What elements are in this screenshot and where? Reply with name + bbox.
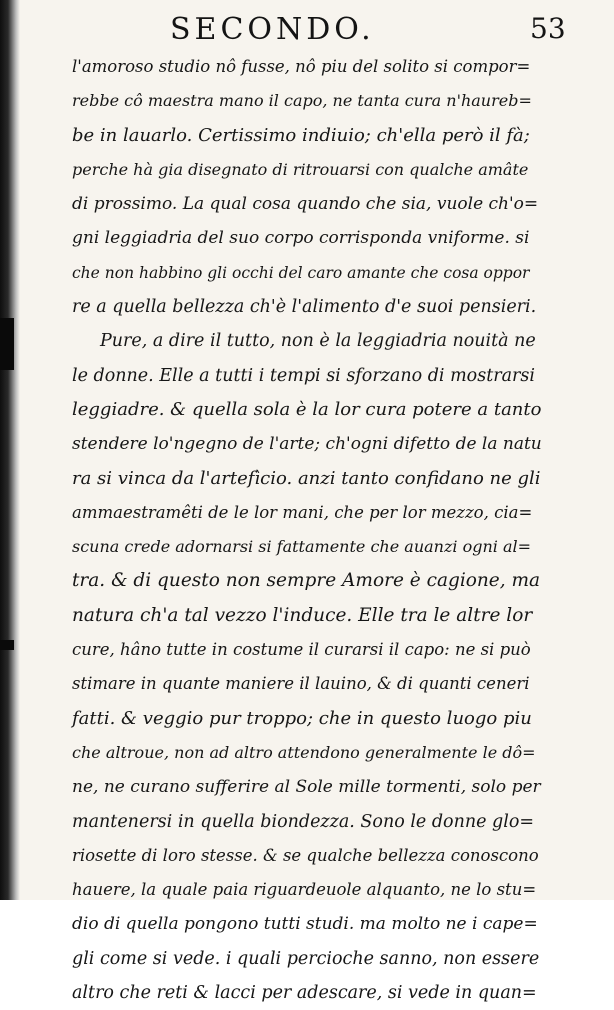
gutter-mark	[0, 640, 14, 650]
page-header	[0, 10, 614, 50]
text-line: ne, ne curano sufferire al Sole mille tormenti, solo per	[72, 777, 541, 798]
text-line: ra si vinca da l'artefìcio. anzi tanto confidano ne gli	[72, 467, 541, 489]
text-line: riosette di loro stesse. & se qualche bellezza conoscono	[72, 845, 539, 865]
text-line: natura ch'a tal vezzo l'induce. Elle tra le altre lor	[72, 604, 533, 626]
page-number: 53	[530, 12, 566, 45]
text-line: stimare in quante maniere il lauino, & di quanti ceneri	[72, 674, 530, 694]
body-text	[72, 50, 542, 1010]
text-line: leggiadre. & quella sola è la lor cura potere a tanto	[72, 398, 542, 420]
text-line: tra. & di questo non sempre Amore è cagione, ma	[72, 570, 541, 592]
text-line: gli come si vede. i quali percioche sanno, non essere	[72, 948, 540, 969]
text-line: scuna crede adornarsi si fattamente che auanzi ogni al=	[72, 537, 532, 557]
text-line: re a quella bellezza ch'è l'alimento d'e suoi pensieri.	[72, 297, 537, 318]
text-line: hauere, la quale paia riguardeuole alquanto, ne lo stu=	[72, 880, 537, 900]
text-line: che altroue, non ad altro attendono generalmente le dô=	[72, 742, 536, 762]
text-line: be in lauarlo. Certissimo indiuio; ch'ella però il fà;	[72, 124, 530, 146]
text-line: perche hà gia disegnato di ritrouarsi con qualche amâte	[72, 159, 529, 179]
running-head: SECONDO.	[170, 12, 375, 47]
text-line: ammaestramêti de le lor mani, che per lor mezzo, cia=	[72, 502, 533, 522]
text-line: l'amoroso studio nô fusse, nô piu del solito si compor=	[72, 57, 531, 76]
text-line: mantenersi in quella biondezza. Sono le donne glo=	[72, 811, 535, 832]
text-line: rebbe cô maestra mano il capo, ne tanta cura n'haureb=	[72, 91, 532, 111]
text-line: gni leggiadria del suo corpo corrisponda vniforme. si	[72, 228, 530, 249]
text-line: stendere lo'ngegno de l'arte; ch'ogni difetto de la natu	[72, 434, 542, 455]
text-line: che non habbino gli occhi del caro amante che cosa oppor	[72, 263, 530, 282]
text-line: altro che reti & lacci per adescare, si vede in quan=	[72, 983, 537, 1004]
text-line: dio di quella pongono tutti studi. ma molto ne i cape=	[72, 914, 538, 935]
text-line: cure, hâno tutte in costume il curarsi il capo: ne si può	[72, 640, 531, 660]
text-line: di prossimo. La qual cosa quando che sia, vuole ch'o=	[72, 194, 539, 215]
gutter-mark	[0, 318, 14, 370]
text-line: fatti. & veggio pur troppo; che in questo luogo piu	[72, 707, 532, 729]
paragraph-first-line: Pure, a dire il tutto, non è la leggiadria nouità ne	[100, 331, 536, 352]
page-gutter-shadow	[0, 0, 20, 900]
text-line: le donne. Elle a tutti i tempi si sforzano di mostrarsi	[72, 365, 535, 386]
